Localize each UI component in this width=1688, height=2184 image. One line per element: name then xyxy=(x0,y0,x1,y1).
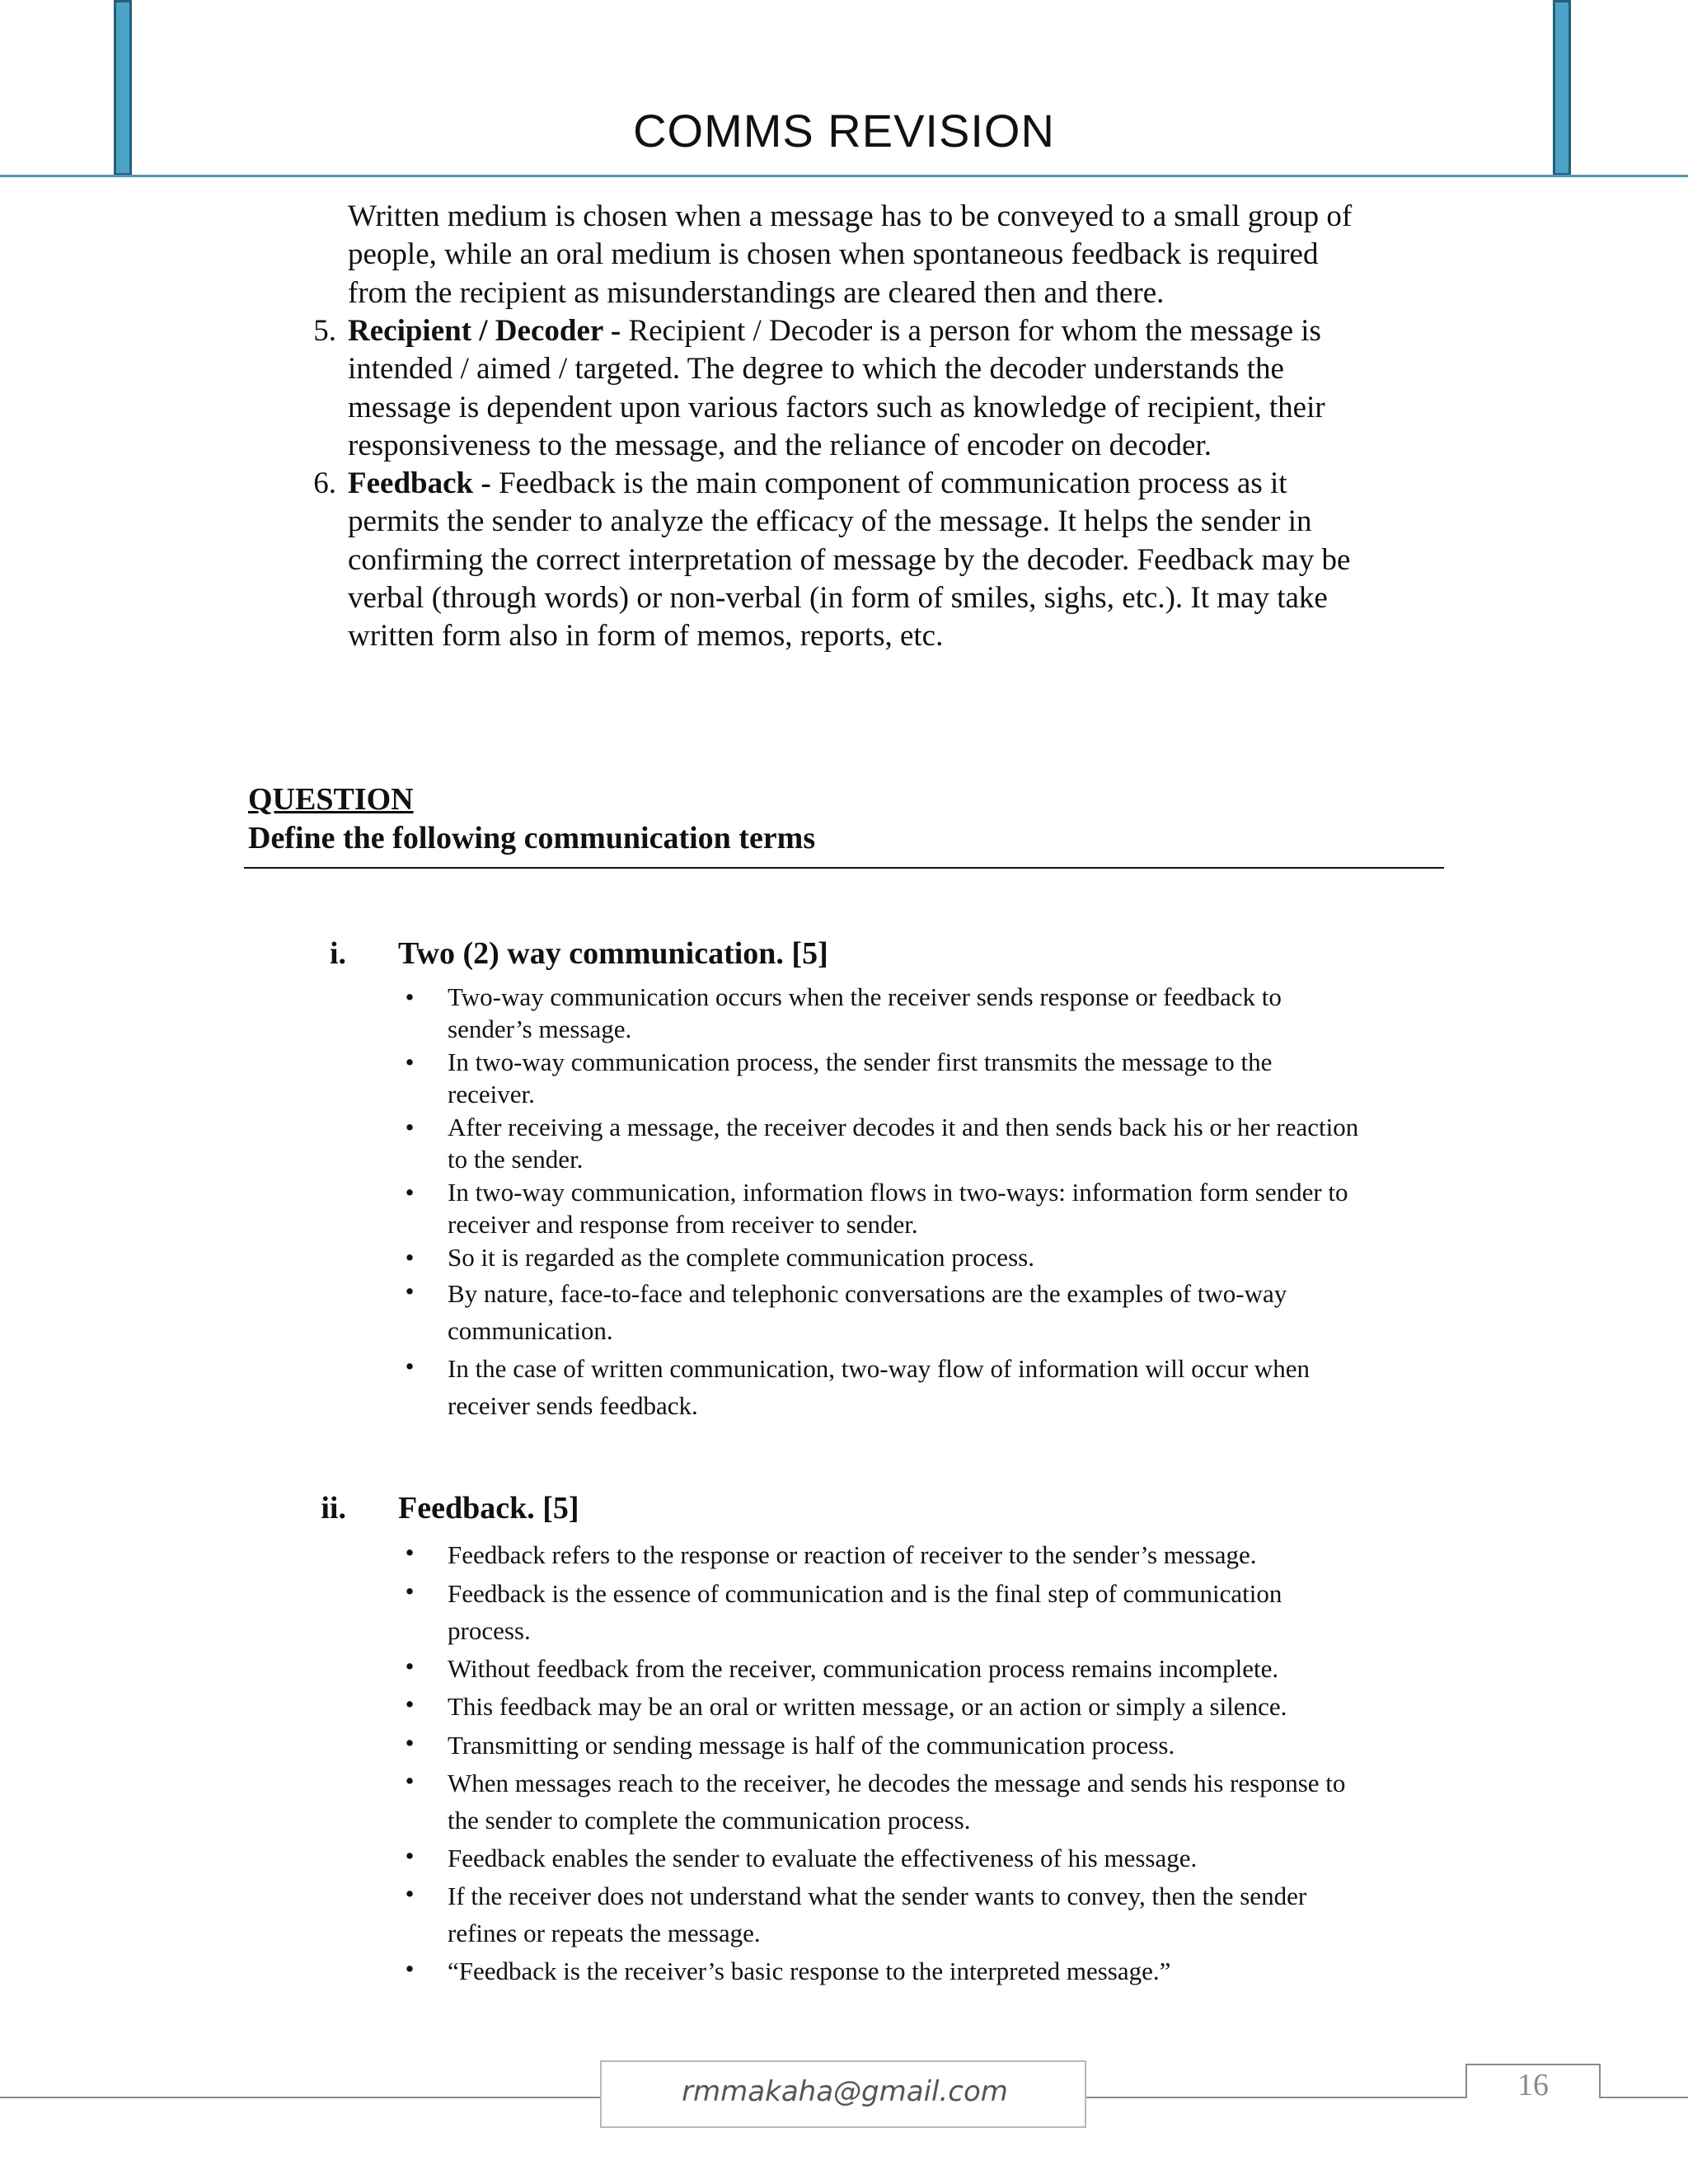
bullet-dot-icon: • xyxy=(405,1178,415,1207)
bullet-text xyxy=(448,1952,1437,1990)
bullet-text xyxy=(448,1111,1437,1175)
bullet-line: Feedback is the essence of communication and is the final step of communication xyxy=(448,1579,1282,1608)
bullet-dot-icon: • xyxy=(405,1113,415,1141)
bullet-line: In two-way communication, information flows in two-ways: information form sender to xyxy=(448,1178,1348,1207)
question-subtitle: Define the following communication terms xyxy=(248,821,816,855)
question-title: QUESTION xyxy=(248,782,414,817)
item-line: intended / aimed / targeted. The degree to which the decoder understands the xyxy=(348,352,1284,387)
item-term: Recipient / Decoder - xyxy=(348,314,621,348)
bullet-text xyxy=(448,1575,1437,1649)
bullet-line: receiver and response from receiver to sender. xyxy=(448,1210,918,1239)
bullet-line: refines or repeats the message. xyxy=(448,1919,761,1947)
section-number: ii. xyxy=(321,1491,346,1526)
item-number: 5. xyxy=(313,314,336,348)
bullet-line: In two-way communication process, the sender first transmits the message to the xyxy=(448,1047,1273,1076)
bullet-line: sender’s message. xyxy=(448,1015,632,1043)
bullet-line: the sender to complete the communication process. xyxy=(448,1806,971,1835)
item-text xyxy=(348,465,1688,655)
bullet-text xyxy=(448,1275,1437,1349)
bullet-dot-icon: • xyxy=(405,1954,415,1983)
bullet-dot-icon: • xyxy=(405,1243,415,1272)
section-heading-two-way: Two (2) way communication. [5] xyxy=(398,936,828,971)
item-line: confirming the correct interpretation of message by the decoder. Feedback may be xyxy=(348,542,1351,577)
bullet-text xyxy=(448,1688,1437,1725)
item-line: Recipient / Decoder is a person for whom the message is xyxy=(628,314,1321,348)
bullet-text xyxy=(448,1765,1437,1839)
bullet-dot-icon: • xyxy=(405,982,415,1011)
bullet-line: If the receiver does not understand what the sender wants to convey, then the sender xyxy=(448,1882,1307,1910)
bullet-line: Two-way communication occurs when the receiver sends response or feedback to xyxy=(448,982,1282,1011)
section-number: i. xyxy=(329,936,346,971)
question-divider xyxy=(244,867,1444,869)
bullet-line: In the case of written communication, two-way flow of information will occur when xyxy=(448,1354,1310,1383)
bullet-dot-icon: • xyxy=(405,1766,415,1795)
bullet-dot-icon: • xyxy=(405,1577,415,1605)
bullet-text xyxy=(448,981,1437,1045)
bullet-text xyxy=(448,1727,1437,1764)
bullet-text xyxy=(448,1046,1437,1110)
header-divider xyxy=(0,175,1688,177)
bullet-line: After receiving a message, the receiver decodes it and then sends back his or her reaction xyxy=(448,1113,1359,1141)
intro-paragraph xyxy=(348,198,1502,312)
footer-email-box xyxy=(600,2060,1086,2128)
footer-line-middle xyxy=(1086,2097,1465,2098)
bullet-dot-icon: • xyxy=(405,1690,415,1718)
bullet-text xyxy=(448,1840,1437,1877)
item-line: responsiveness to the message, and the reliance of encoder on decoder. xyxy=(348,428,1212,462)
bullet-line: This feedback may be an oral or written message, or an action or simply a silence. xyxy=(448,1692,1287,1721)
bullet-dot-icon: • xyxy=(405,1728,415,1757)
item-line: written form also in form of memos, reports, etc. xyxy=(348,619,944,654)
bullet-dot-icon: • xyxy=(405,1352,415,1380)
intro-line: Written medium is chosen when a message has to be conveyed to a small group of xyxy=(348,199,1353,233)
item-line: verbal (through words) or non-verbal (in form of smiles, sighs, etc.). It may take xyxy=(348,580,1328,615)
bullet-text xyxy=(448,1176,1437,1240)
bullet-text xyxy=(448,1877,1437,1952)
bullet-text xyxy=(448,1536,1437,1573)
bullet-dot-icon: • xyxy=(405,1652,415,1680)
bullet-line: Transmitting or sending message is half of the communication process. xyxy=(448,1731,1175,1760)
bullet-line: to the sender. xyxy=(448,1145,584,1174)
bullet-line: Feedback refers to the response or reaction of receiver to the sender’s message. xyxy=(448,1540,1257,1569)
intro-line: from the recipient as misunderstandings are cleared then and there. xyxy=(348,275,1165,310)
bullet-line: receiver sends feedback. xyxy=(448,1391,698,1420)
item-line: message is dependent upon various factors such as knowledge of recipient, their xyxy=(348,390,1325,424)
bullet-dot-icon: • xyxy=(405,1047,415,1076)
item-line: Feedback is the main component of communication process as it xyxy=(498,466,1287,500)
bullet-line: When messages reach to the receiver, he decodes the message and sends his response to xyxy=(448,1769,1346,1797)
bullet-dot-icon: • xyxy=(405,1538,415,1567)
bullet-dot-icon: • xyxy=(405,1879,415,1908)
item-number: 6. xyxy=(313,466,336,500)
bullet-line: Feedback enables the sender to evaluate the effectiveness of his message. xyxy=(448,1844,1198,1872)
footer-email: rmmakaha@gmail.com xyxy=(682,2075,1008,2108)
bullet-line: By nature, face-to-face and telephonic conversations are the examples of two-way xyxy=(448,1279,1287,1308)
bullet-dot-icon: • xyxy=(405,1841,415,1870)
item-text xyxy=(348,312,1688,465)
bullet-line: process. xyxy=(448,1616,531,1645)
bullet-text xyxy=(448,1241,1437,1273)
page-number: 16 xyxy=(1517,2068,1549,2102)
bullet-text xyxy=(448,1350,1437,1424)
bullet-line: So it is regarded as the complete communication process. xyxy=(448,1243,1034,1272)
bullet-dot-icon: • xyxy=(405,1277,415,1305)
section-heading-feedback: Feedback. [5] xyxy=(398,1491,579,1526)
footer-line-left xyxy=(0,2097,600,2098)
bullet-line: receiver. xyxy=(448,1080,535,1108)
bullet-line: communication. xyxy=(448,1316,613,1345)
item-term: Feedback - xyxy=(348,466,491,500)
page-header-title: COMMS REVISION xyxy=(633,105,1055,157)
intro-line: people, while an oral medium is chosen when spontaneous feedback is required xyxy=(348,237,1319,272)
item-line: permits the sender to analyze the efficacy of the message. It helps the sender in xyxy=(348,504,1312,539)
bullet-text xyxy=(448,1650,1437,1687)
bullet-line: “Feedback is the receiver’s basic response to the interpreted message.” xyxy=(448,1957,1171,1985)
footer-line-right xyxy=(1601,2097,1688,2098)
bullet-line: Without feedback from the receiver, communication process remains incomplete. xyxy=(448,1654,1279,1683)
